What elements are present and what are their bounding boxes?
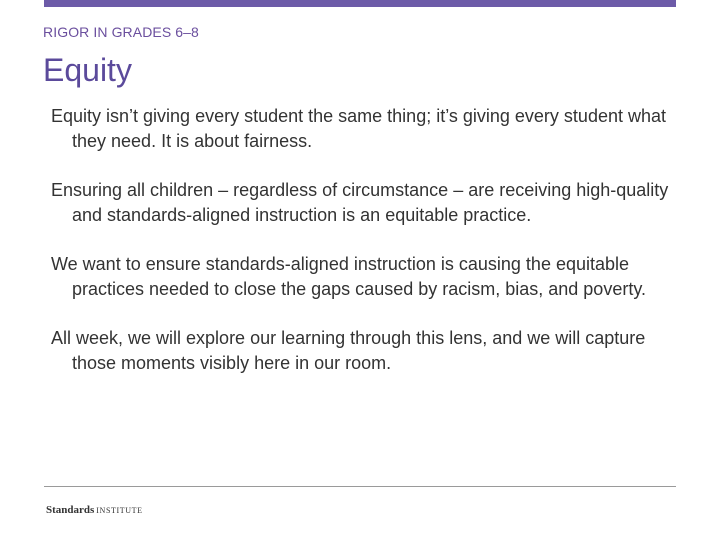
paragraph-explore-lens: All week, we will explore our learning through this lens, and we will capture those moments visibly here in our room. [51,328,646,373]
footer-divider [44,486,676,487]
slide-title: Equity [43,52,132,88]
top-accent-bar [44,0,676,7]
standards-institute-logo [46,504,143,517]
body-text [51,104,681,376]
paragraph-equitable-practice: Ensuring all children – regardless of circumstance – are receiving high-quality and standards-aligned instruction is an equitable practice. [51,180,669,225]
paragraph-close-gaps: We want to ensure standards-aligned instruction is causing the equitable practices needed to close the gaps caused by racism, bias, and poverty. [51,254,646,299]
logo-main-text: Standards [46,504,95,516]
section-label: RIGOR IN GRADES 6–8 [43,24,199,40]
logo-sub-text: INSTITUTE [96,506,143,515]
paragraph-fairness: Equity isn’t giving every student the same thing; it’s giving every student what they need. It is about fairness. [51,106,666,151]
